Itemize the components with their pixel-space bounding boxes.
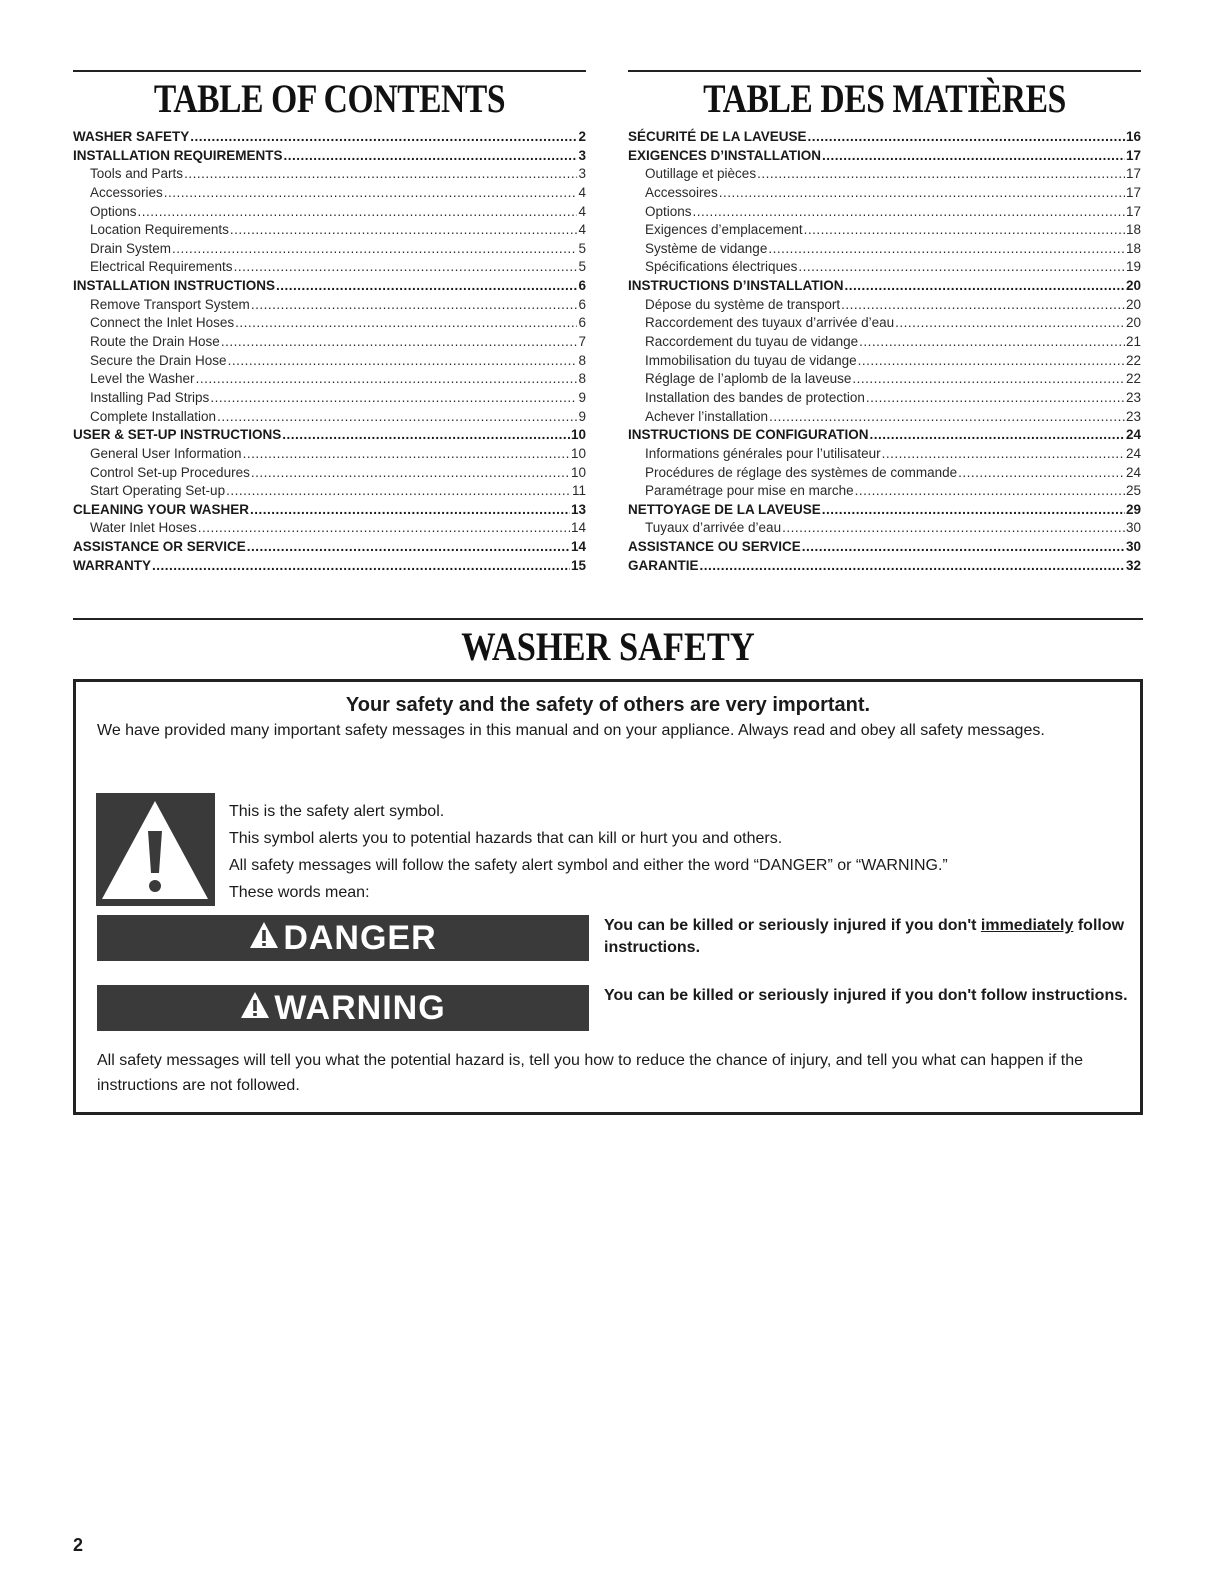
toc-leader-dots (822, 147, 1125, 166)
toc-leader-dots (164, 184, 578, 203)
toc-entry-label: Route the Drain Hose (90, 334, 220, 350)
toc-french (628, 70, 1141, 575)
toc-entry-label: Electrical Requirements (90, 259, 233, 275)
toc-entry-label: Start Operating Set-up (90, 483, 226, 499)
toc-leader-dots (845, 277, 1125, 296)
toc-entry-page: 32 (1125, 557, 1141, 573)
toc-leader-dots (190, 128, 577, 147)
toc-entry-label: Exigences d’emplacement (645, 222, 803, 238)
toc-entry (73, 258, 586, 277)
toc-entry-page: 8 (578, 352, 586, 368)
safety-box (73, 679, 1143, 1115)
toc-entry-page: 14 (570, 520, 586, 536)
toc-entry (628, 557, 1141, 576)
toc-entry-page: 10 (570, 445, 586, 461)
toc-entry (73, 203, 586, 222)
toc-entry-page: 17 (1125, 203, 1141, 219)
toc-leader-dots (769, 408, 1125, 427)
toc-entry-page: 15 (570, 557, 586, 573)
toc-entry (73, 147, 586, 166)
toc-entry-label: INSTALLATION REQUIREMENTS (73, 147, 283, 163)
washer-safety-section (73, 618, 1143, 674)
toc-entry (628, 538, 1141, 557)
toc-leader-dots (859, 333, 1125, 352)
toc-leader-dots (757, 165, 1125, 184)
toc-leader-dots (895, 314, 1125, 333)
toc-entry (73, 519, 586, 538)
toc-entry-label: WASHER SAFETY (73, 129, 190, 144)
toc-entry-label: Secure the Drain Hose (90, 352, 227, 368)
warning-label: WARNING (274, 988, 446, 1027)
toc-entry (628, 314, 1141, 333)
toc-entry-label: Tuyaux d’arrivée d’eau (645, 520, 782, 536)
toc-entry (73, 184, 586, 203)
warning-message: You can be killed or seriously injured if you don't follow instructions. (604, 987, 1128, 1004)
page-number: 2 (73, 1535, 84, 1555)
toc-entry-page: 17 (1125, 184, 1141, 200)
toc-entry (628, 501, 1141, 520)
toc-entry-label: Achever l’installation (645, 408, 769, 424)
toc-entry (628, 333, 1141, 352)
toc-entry (73, 389, 586, 408)
toc-leader-dots (700, 557, 1125, 576)
toc-entry (73, 165, 586, 184)
section-title: WASHER SAFETY (461, 624, 755, 669)
toc-entry-page: 21 (1125, 334, 1141, 350)
toc-entry-page: 30 (1125, 539, 1141, 555)
toc-leader-dots (251, 296, 578, 315)
toc-entry-label: Outillage et pièces (645, 166, 757, 182)
toc-entry-page: 24 (1125, 445, 1141, 461)
toc-title: TABLE OF CONTENTS (153, 76, 506, 121)
danger-message-text: You can be killed or seriously injured if you don't (604, 917, 981, 934)
toc-leader-dots (172, 240, 577, 259)
toc-entry-page: 23 (1125, 408, 1141, 424)
toc-entry (73, 464, 586, 483)
toc-entry-label: INSTRUCTIONS D’INSTALLATION (628, 278, 844, 294)
toc-entry (73, 501, 586, 520)
toc-list (73, 128, 586, 575)
toc-entry-page: 22 (1125, 371, 1141, 387)
toc-entry (628, 258, 1141, 277)
safety-outro: All safety messages will tell you what the potential hazard is, tell you how to reduce the chance of injury, and tell you what can happen if the instructions are not followed. (97, 1052, 1084, 1094)
toc-entry-label: Raccordement du tuyau de vidange (645, 334, 859, 350)
toc-entry-label: SÉCURITÉ DE LA LAVEUSE (628, 129, 807, 144)
toc-entry-page: 29 (1125, 501, 1141, 517)
toc-entry-page: 13 (570, 501, 586, 517)
toc-leader-dots (228, 352, 578, 371)
toc-leader-dots (196, 370, 578, 389)
toc-leader-dots (243, 445, 570, 464)
toc-entry-page: 11 (571, 483, 586, 499)
danger-label: DANGER (283, 918, 437, 957)
toc-entry (73, 333, 586, 352)
toc-entry-page: 18 (1125, 222, 1141, 238)
toc-leader-dots (855, 482, 1125, 501)
toc-entry (73, 240, 586, 259)
toc-leader-dots (782, 519, 1125, 538)
toc-leader-dots (841, 296, 1125, 315)
toc-entry (73, 445, 586, 464)
toc-leader-dots (198, 519, 570, 538)
toc-entry-label: ASSISTANCE OU SERVICE (628, 539, 801, 555)
toc-entry-page: 8 (578, 371, 586, 387)
toc-entry-page: 9 (578, 389, 586, 405)
toc-leader-dots (822, 501, 1125, 520)
toc-entry-label: Options (90, 203, 137, 219)
toc-entry (628, 408, 1141, 427)
toc-leader-dots (276, 277, 577, 296)
toc-entry-page: 10 (570, 427, 586, 443)
toc-entry (73, 370, 586, 389)
toc-entry-label: Spécifications électriques (645, 259, 798, 275)
toc-entry-label: Location Requirements (90, 222, 229, 238)
toc-entry-page: 3 (578, 147, 586, 163)
toc-entry (73, 557, 586, 576)
toc-entry-page: 4 (578, 184, 586, 200)
toc-entry-page: 20 (1125, 278, 1141, 294)
toc-leader-dots (804, 221, 1125, 240)
alert-description (229, 798, 948, 906)
toc-entry-page: 9 (578, 408, 586, 424)
danger-message (604, 915, 1134, 959)
toc-entry-page: 5 (578, 240, 586, 256)
toc-entry-label: Level the Washer (90, 371, 195, 387)
toc-entry (628, 352, 1141, 371)
toc-entry-label: EXIGENCES D’INSTALLATION (628, 147, 822, 163)
toc-entry (73, 408, 586, 427)
toc-entry (628, 426, 1141, 445)
toc-leader-dots (251, 464, 570, 483)
toc-entry-label: Options (645, 203, 692, 219)
toc-leader-dots (250, 501, 570, 520)
toc-entry (628, 296, 1141, 315)
warning-signal-bar (97, 985, 589, 1031)
alert-line: These words mean: (229, 884, 370, 901)
toc-leader-dots (858, 352, 1125, 371)
toc-leader-dots (284, 147, 578, 166)
toc-entry (628, 165, 1141, 184)
safety-heading: Your safety and the safety of others are very important. (345, 694, 871, 716)
alert-line: All safety messages will follow the safety alert symbol and either the word “DANGER” or “WARNING.” (229, 857, 948, 874)
toc-leader-dots (802, 538, 1125, 557)
toc-entry-page: 18 (1125, 240, 1141, 256)
toc-entry-page: 22 (1125, 352, 1141, 368)
toc-leader-dots (798, 258, 1125, 277)
toc-leader-dots (247, 538, 570, 557)
toc-entry-label: GARANTIE (628, 557, 699, 573)
toc-entry-page: 2 (578, 129, 586, 144)
toc-entry-page: 19 (1125, 259, 1141, 275)
toc-leader-dots (217, 408, 577, 427)
toc-entry-label: Raccordement des tuyaux d’arrivée d’eau (645, 315, 895, 331)
toc-entry (73, 314, 586, 333)
toc-leader-dots (870, 426, 1125, 445)
toc-entry-page: 10 (570, 464, 586, 480)
toc-entry-label: Installing Pad Strips (90, 389, 210, 405)
alert-line: This symbol alerts you to potential hazards that can kill or hurt you and others. (229, 830, 783, 847)
warning-triangle-icon (249, 919, 279, 958)
toc-leader-dots (693, 203, 1125, 222)
toc-entry (73, 426, 586, 445)
toc-leader-dots (282, 426, 570, 445)
toc-leader-dots (866, 389, 1125, 408)
toc-entry (628, 221, 1141, 240)
toc-entry (628, 240, 1141, 259)
toc-leader-dots (226, 482, 571, 501)
toc-leader-dots (152, 557, 570, 576)
toc-entry (628, 389, 1141, 408)
toc-entry (628, 519, 1141, 538)
toc-entry-page: 14 (570, 539, 586, 555)
toc-title: TABLE DES MATIÈRES (703, 76, 1066, 121)
toc-entry-label: General User Information (90, 445, 242, 461)
toc-entry (73, 296, 586, 315)
toc-leader-dots (768, 240, 1125, 259)
toc-list (628, 128, 1141, 575)
toc-entry-label: INSTRUCTIONS DE CONFIGURATION (628, 427, 869, 443)
toc-entry (628, 128, 1141, 147)
toc-leader-dots (138, 203, 578, 222)
toc-entry (628, 445, 1141, 464)
toc-entry-label: ASSISTANCE OR SERVICE (73, 539, 246, 555)
toc-entry-label: Accessories (90, 184, 163, 200)
alert-line: This is the safety alert symbol. (229, 803, 445, 820)
toc-entry-label: Control Set-up Procedures (90, 464, 250, 480)
toc-entry-label: Informations générales pour l’utilisateur (645, 445, 881, 461)
toc-entry-label: Installation des bandes de protection (645, 389, 865, 405)
toc-entry (628, 370, 1141, 389)
toc-entry-page: 17 (1125, 166, 1141, 182)
toc-leader-dots (808, 128, 1125, 147)
toc-entry (73, 128, 586, 147)
toc-english (73, 70, 586, 575)
toc-entry-label: NETTOYAGE DE LA LAVEUSE (628, 501, 821, 517)
toc-entry-page: 5 (578, 259, 586, 275)
toc-entry (628, 482, 1141, 501)
toc-leader-dots (234, 258, 578, 277)
toc-entry-page: 6 (578, 315, 586, 331)
toc-entry-page: 25 (1125, 483, 1141, 499)
toc-leader-dots (235, 314, 577, 333)
toc-entry (628, 184, 1141, 203)
toc-leader-dots (958, 464, 1125, 483)
toc-leader-dots (230, 221, 578, 240)
toc-entry-label: INSTALLATION INSTRUCTIONS (73, 278, 275, 294)
toc-entry-label: CLEANING YOUR WASHER (73, 501, 250, 517)
toc-entry (73, 538, 586, 557)
toc-entry-label: Tools and Parts (90, 166, 184, 182)
toc-entry-page: 20 (1125, 296, 1141, 312)
safety-intro: We have provided many important safety messages in this manual and on your appliance. Always read and obey all safety messages. (97, 722, 1045, 739)
toc-entry (73, 352, 586, 371)
toc-entry-page: 4 (578, 203, 586, 219)
toc-entry-page: 16 (1125, 129, 1141, 144)
toc-leader-dots (882, 445, 1125, 464)
toc-entry-label: Immobilisation du tuyau de vidange (645, 352, 857, 368)
toc-entry-label: Procédures de réglage des systèmes de commande (645, 464, 958, 480)
warning-triangle-icon (240, 989, 270, 1028)
toc-entry-page: 20 (1125, 315, 1141, 331)
toc-leader-dots (852, 370, 1125, 389)
toc-entry-label: Water Inlet Hoses (90, 520, 197, 536)
toc-entry-page: 24 (1125, 464, 1141, 480)
toc-entry-label: Remove Transport System (90, 296, 250, 312)
danger-signal-bar (97, 915, 589, 961)
safety-alert-icon (96, 793, 215, 906)
toc-entry-label: Accessoires (645, 184, 718, 200)
toc-entry-page: 7 (578, 334, 586, 350)
toc-entry-page: 4 (578, 222, 586, 238)
toc-leader-dots (210, 389, 577, 408)
toc-entry-label: USER & SET-UP INSTRUCTIONS (73, 427, 282, 443)
toc-entry-page: 23 (1125, 389, 1141, 405)
toc-leader-dots (221, 333, 578, 352)
toc-entry-page: 30 (1125, 520, 1141, 536)
toc-leader-dots (184, 165, 577, 184)
toc-entry-label: Paramétrage pour mise en marche (645, 483, 854, 499)
toc-entry-page: 6 (578, 278, 586, 294)
toc-entry (73, 221, 586, 240)
toc-entry-page: 6 (578, 296, 586, 312)
toc-entry (73, 277, 586, 296)
toc-entry (628, 277, 1141, 296)
toc-entry-label: Complete Installation (90, 408, 217, 424)
toc-entry (628, 203, 1141, 222)
toc-entry (73, 482, 586, 501)
toc-entry-label: Dépose du système de transport (645, 296, 841, 312)
toc-entry-page: 3 (578, 166, 586, 182)
toc-entry-page: 24 (1125, 427, 1141, 443)
danger-message-text: follow instructions. (604, 917, 1125, 956)
toc-entry-label: Connect the Inlet Hoses (90, 315, 235, 331)
toc-entry-page: 17 (1125, 147, 1141, 163)
toc-leader-dots (719, 184, 1125, 203)
toc-entry (628, 147, 1141, 166)
toc-entry-label: WARRANTY (73, 557, 151, 573)
toc-entry (628, 464, 1141, 483)
danger-message-emphasis: immediately (980, 917, 1074, 934)
toc-entry-label: Système de vidange (645, 240, 768, 256)
toc-entry-label: Drain System (90, 240, 172, 256)
toc-entry-label: Réglage de l’aplomb de la laveuse (645, 371, 852, 387)
